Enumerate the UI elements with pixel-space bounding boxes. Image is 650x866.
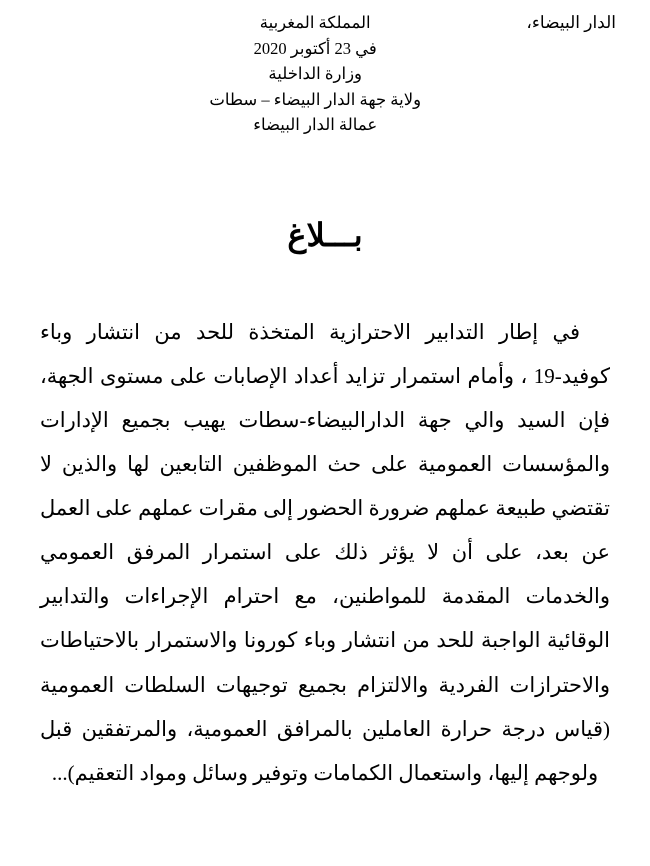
- letterhead-line-ministry: وزارة الداخلية: [268, 64, 363, 84]
- letterhead-line-region: ولاية جهة الدار البيضاء – سطات: [209, 89, 422, 109]
- body-paragraph: في إطار التدابير الاحترازية المتخذة للحد من انتشار وباء كوفيد-19 ، وأمام استمرار تزايد أعداد الإصابات على مستوى الجهة، فإن السيد والي جهة الدارالبيضاء-سطات يهيب بجميع الإدارات والمؤسسات العمومية على حث الموظفين التابعين لها والذين لا تقتضي طبيعة عملهم ضرورة الحضور إلى مقرات عملهم على العمل عن بعد، على أن لا يؤثر ذلك على استمرار المرفق العمومي والخدمات المقدمة للمواطنين، مع احترام الإجراءات والتدابير الوقائية الواجبة للحد من انتشار وباء كورونا والاستمرار بالاحتياطات والاحترازات الفردية والالتزام بجميع توجيهات السلطات العمومية (قياس درجة حرارة العاملين بالمرافق العمومية، والمرتفقين قبل ولوجهم إليها، واستعمال الكمامات وتوفير وسائل ومواد التعقيم)...: [40, 319, 610, 785]
- header-letterhead: [124, 10, 526, 138]
- document-header: [34, 10, 616, 138]
- document-body: [34, 310, 616, 795]
- letterhead-line-kingdom: المملكة المغربية: [259, 13, 371, 32]
- letterhead-line-date: في 23 أكتوبر 2020: [253, 38, 377, 58]
- document-title: بـــلاغ: [287, 216, 363, 253]
- header-place-date: الدار البيضاء،: [526, 13, 616, 32]
- letterhead-line-prefecture: عمالة الدار البيضاء: [253, 115, 378, 135]
